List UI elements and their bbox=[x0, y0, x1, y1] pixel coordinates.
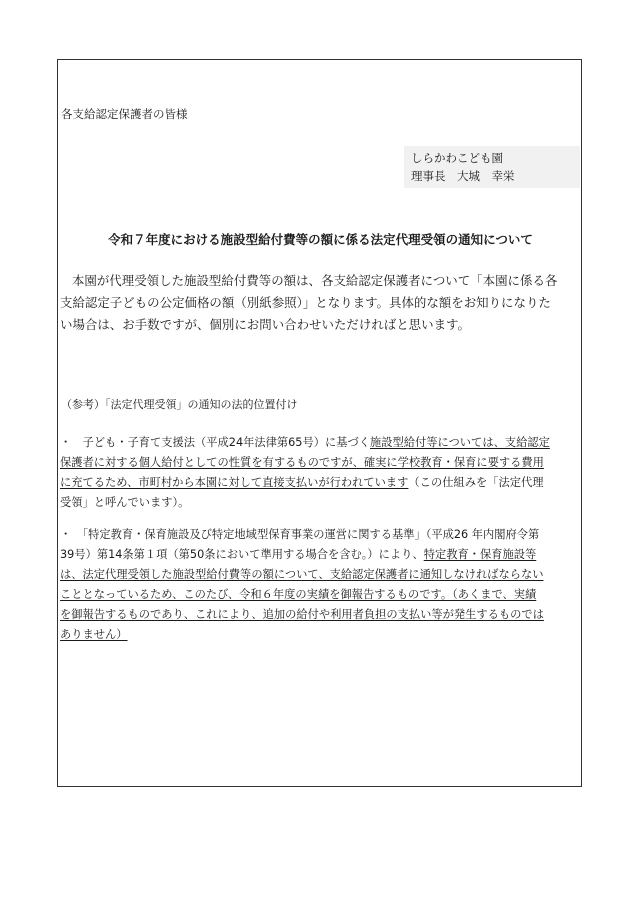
bullet-text: 39号）第14条第１項（第50条において準用する場合を含む。）により、 bbox=[60, 548, 424, 561]
reference-bullet-2 bbox=[60, 525, 584, 645]
underlined-text: に充てるため、市町村から本園に対して直接支払いが行われています bbox=[60, 476, 409, 489]
underlined-text: ありません） bbox=[60, 628, 128, 641]
bullet-line bbox=[60, 545, 582, 565]
underlined-text: こととなっているため、このたび、令和６年度の実績を御報告するものです。（あくまで、実績 bbox=[60, 588, 537, 601]
underlined-text: 施設型給付等については、支給認定 bbox=[369, 436, 550, 449]
bullet-line bbox=[60, 453, 582, 473]
body-paragraph bbox=[60, 270, 584, 336]
underlined-text: 保護者に対する個人給付としての性質を有するものですが、確実に学校教育・保育に要する費用 bbox=[60, 456, 544, 469]
bullet-line: ・ 「特定教育・保育施設及び特定地域型保育事業の運営に関する基準」（平成26 年内閣府令第 bbox=[60, 528, 540, 541]
body-line: 支給認定子どもの公定価格の額（別紙参照）」となります。具体的な額をお知りになりた bbox=[60, 295, 551, 310]
underlined-text: を御報告するものであり、これにより、追加の給付や利用者負担の支払い等が発生するものでは bbox=[60, 608, 544, 621]
bullet-line bbox=[60, 473, 582, 493]
bullet-text: （この仕組みを「法定代理 bbox=[408, 476, 544, 489]
reference-heading: （参考）「法定代理受領」の通知の法的位置付け bbox=[61, 398, 298, 411]
bullet-line bbox=[60, 625, 582, 645]
sender-title-name: 理事長 大城 幸栄 bbox=[411, 169, 515, 183]
bullet-line bbox=[60, 585, 582, 605]
document-title: 令和７年度における施設型給付費等の額に係る法定代理受領の通知について bbox=[108, 232, 533, 247]
addressee: 各支給認定保護者の皆様 bbox=[61, 107, 188, 121]
bullet-text: ・ 子ども・子育て支援法（平成24年法律第65号）に基づく bbox=[60, 436, 370, 449]
body-line: 本園が代理受領した施設型給付費等の額は、各支給認定保護者について「本園に係る各 bbox=[71, 273, 558, 288]
body-line: い場合は、お手数ですが、個別にお問い合わせいただければと思います。 bbox=[60, 317, 470, 332]
reference-bullet-1 bbox=[60, 433, 584, 513]
underlined-text: は、法定代理受領した施設型給付費等の額について、支給認定保護者に通知しなければならない bbox=[60, 568, 544, 581]
bullet-line bbox=[60, 433, 582, 453]
bullet-line bbox=[60, 565, 582, 585]
bullet-line: 受領」と呼んでいます）。 bbox=[60, 496, 190, 509]
underlined-text: 特定教育・保育施設等 bbox=[423, 548, 537, 561]
sender-organization: しらかわこども園 bbox=[411, 151, 503, 165]
bullet-line bbox=[60, 605, 582, 625]
